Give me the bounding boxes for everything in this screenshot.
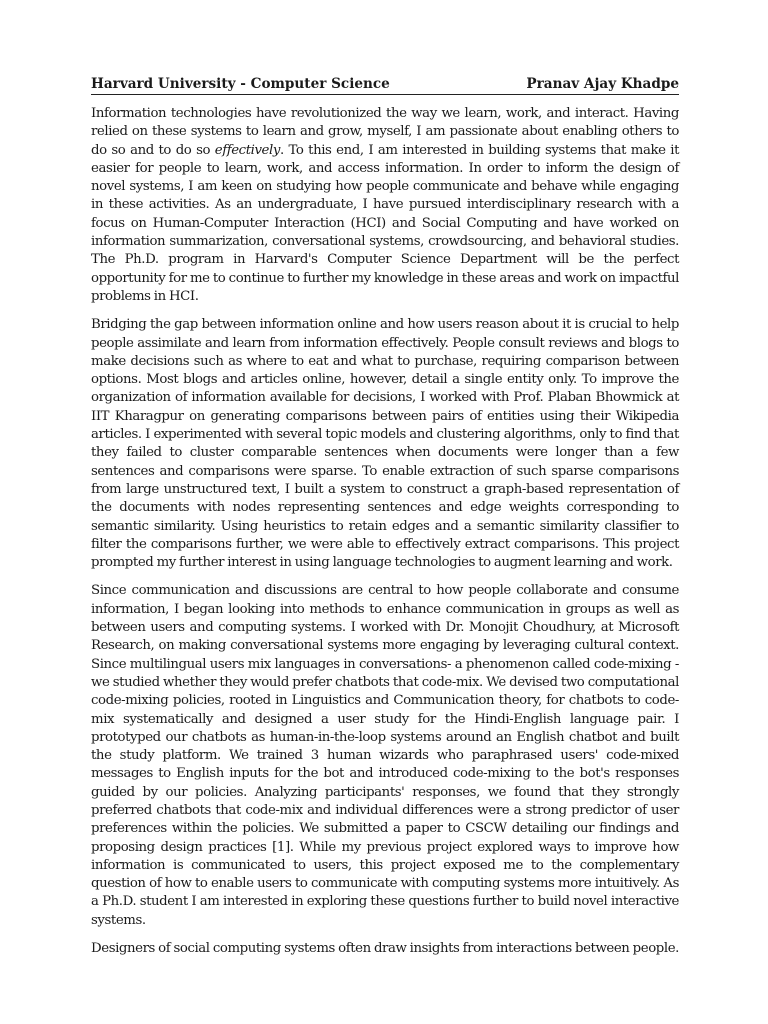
header-institution: Harvard University - Computer Science xyxy=(91,76,390,92)
document-page xyxy=(91,76,679,968)
paragraph-1-emphasis: effectively xyxy=(214,142,280,158)
paragraph-1-part-b: . To this end, I am interested in building systems that make it easier for people to learn, work, and access information. In order to inform the design of novel systems, I am keen on studying how people communicate and behave while engaging in these activities. As an undergraduate, I have pursued interdisciplinary research with a focus on Human-Computer Interaction (HCI) and Social Computing and have worked on information summarization, conversational systems, crowdsourcing, and behavioral studies. The Ph.D. program in Harvard's Computer Science Department will be the perfect opportunity for me to continue to further my knowledge in these areas and work on impactful problems in HCI. xyxy=(91,142,679,304)
paragraph-1 xyxy=(91,105,679,306)
header-author-name: Pranav Ajay Khadpe xyxy=(526,76,679,92)
paragraph-1-part-a: Information technologies have revolutionized the way we learn, work, and interact. Having relied on these systems to learn and grow, myself, I am passionate about enabling others to do so and to do so xyxy=(91,106,679,158)
page-header xyxy=(91,76,679,95)
paragraph-3: Since communication and discussions are central to how people collaborate and consume information, I began looking into methods to enhance communication in groups as well as between users and computing systems. I worked with Dr. Monojit Choudhury, at Microsoft Research, on making conversational systems more engaging by leveraging cultural context. Since multilingual users mix languages in conversations- a phenomenon called code-mixing - we studied whether they would prefer chatbots that code-mix. We devised two computational code-mixing policies, rooted in Linguistics and Communication theory, for chatbots to code-mix systematically and designed a user study for the Hindi-English language pair. I prototyped our chatbots as human-in-the-loop systems around an English chatbot and built the study platform. We trained 3 human wizards who paraphrased users' code-mixed messages to English inputs for the bot and introduced code-mixing to the bot's responses guided by our policies. Analyzing participants' responses, we found that they strongly preferred chatbots that code-mix and individual differences were a strong predictor of user preferences within the policies. We submitted a paper to CSCW detailing our findings and proposing design practices [1]. While my previous project explored ways to improve how information is communicated to users, this project exposed me to the complementary question of how to enable users to communicate with computing systems more intuitively. As a Ph.D. student I am interested in exploring these questions further to build novel interactive systems. xyxy=(91,583,679,928)
paragraph-4: Designers of social computing systems often draw insights from interactions between people. xyxy=(91,941,679,957)
paragraph-2: Bridging the gap between information online and how users reason about it is crucial to help people assimilate and learn from information effectively. People consult reviews and blogs to make decisions such as where to eat and what to purchase, requiring comparison between options. Most blogs and articles online, however, detail a single entity only. To improve the organization of information available for decisions, I worked with Prof. Plaban Bhowmick at IIT Kharagpur on generating comparisons between pairs of entities using their Wikipedia articles. I experimented with several topic models and clustering algorithms, only to find that they failed to cluster comparable sentences when documents were longer than a few sentences and comparisons were sparse. To enable extraction of such sparse comparisons from large unstructured text, I built a system to construct a graph-based representation of the documents with nodes representing sentences and edge weights corresponding to semantic similarity. Using heuristics to retain edges and a semantic similarity classifier to filter the comparisons further, we were able to effectively extract comparisons. This project prompted my further interest in using language technologies to augment learning and work. xyxy=(91,317,679,571)
document-body xyxy=(91,105,679,958)
